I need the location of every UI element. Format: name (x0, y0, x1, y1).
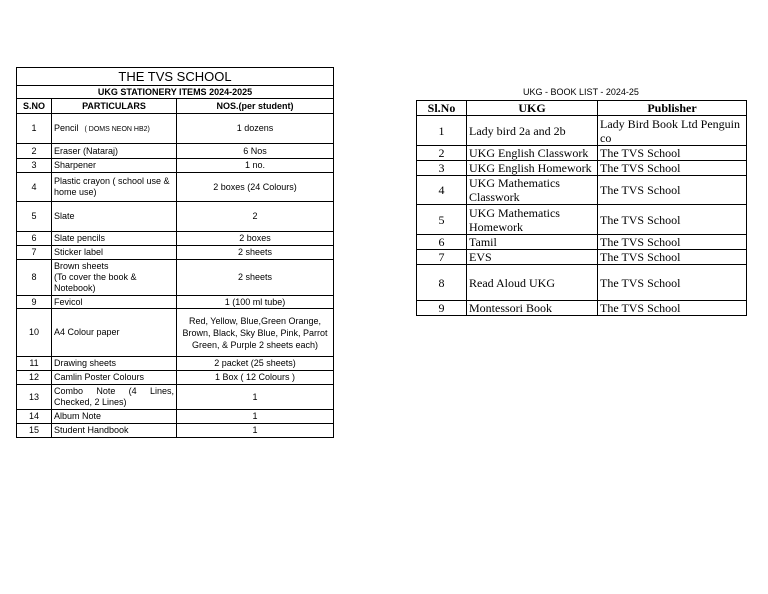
table-row (417, 250, 747, 265)
row-qty: 2 boxes (177, 232, 334, 246)
item-line: Brown sheets (54, 261, 109, 271)
row-no: 8 (417, 265, 467, 301)
header-particulars: PARTICULARS (52, 99, 177, 114)
row-item: Fevicol (52, 296, 177, 309)
table-row (417, 265, 747, 301)
row-qty: 1 (177, 410, 334, 424)
row-book: Tamil (467, 235, 598, 250)
row-publisher: The TVS School (598, 235, 747, 250)
row-qty: 1 (100 ml tube) (177, 296, 334, 309)
row-no: 14 (17, 410, 52, 424)
table-row (417, 205, 747, 235)
row-no: 2 (17, 144, 52, 159)
row-no: 1 (17, 114, 52, 144)
row-qty: 1 Box ( 12 Colours ) (177, 371, 334, 385)
table-row (17, 144, 334, 159)
book-header-row (417, 101, 747, 116)
row-publisher: Lady Bird Book Ltd Penguin co (598, 116, 747, 146)
row-no: 3 (417, 161, 467, 176)
row-item (52, 114, 177, 144)
item-note: ( DOMS NEON HB2) (84, 125, 150, 133)
row-item (52, 260, 177, 296)
row-publisher: The TVS School (598, 205, 747, 235)
row-publisher: The TVS School (598, 265, 747, 301)
table-row (17, 246, 334, 260)
table-row (17, 260, 334, 296)
stationery-subtitle: UKG STATIONERY ITEMS 2024-2025 (17, 86, 334, 99)
row-item: Drawing sheets (52, 357, 177, 371)
row-no: 5 (17, 202, 52, 232)
row-no: 7 (417, 250, 467, 265)
table-row (17, 173, 334, 202)
row-item: Camlin Poster Colours (52, 371, 177, 385)
header-sno: S.NO (17, 99, 52, 114)
table-row (417, 235, 747, 250)
item-line: (To cover the book & (54, 272, 137, 282)
row-item (52, 385, 177, 410)
row-qty: 1 (177, 385, 334, 410)
row-qty: 2 sheets (177, 260, 334, 296)
row-no: 4 (417, 176, 467, 205)
row-item: Slate pencils (52, 232, 177, 246)
row-no: 3 (17, 159, 52, 173)
item-line: Notebook) (54, 283, 96, 293)
row-book: UKG English Classwork (467, 146, 598, 161)
header-publisher: Publisher (598, 101, 747, 116)
table-row (17, 357, 334, 371)
row-no: 5 (417, 205, 467, 235)
row-book: UKG English Homework (467, 161, 598, 176)
table-row (417, 116, 747, 146)
row-no: 7 (17, 246, 52, 260)
row-book: Read Aloud UKG (467, 265, 598, 301)
row-no: 13 (17, 385, 52, 410)
row-item: Plastic crayon ( school use & home use) (52, 173, 177, 202)
row-no: 11 (17, 357, 52, 371)
row-book: EVS (467, 250, 598, 265)
row-no: 6 (417, 235, 467, 250)
row-qty: 2 boxes (24 Colours) (177, 173, 334, 202)
row-publisher: The TVS School (598, 161, 747, 176)
row-item: Student Handbook (52, 424, 177, 438)
table-row (17, 159, 334, 173)
row-qty: 2 packet (25 sheets) (177, 357, 334, 371)
row-publisher: The TVS School (598, 146, 747, 161)
item-line: Combo Note (4 Lines, (54, 386, 174, 396)
row-no: 8 (17, 260, 52, 296)
table-row (417, 301, 747, 316)
header-slno: Sl.No (417, 101, 467, 116)
row-item: Sharpener (52, 159, 177, 173)
table-row (17, 410, 334, 424)
header-nos: NOS.(per student) (177, 99, 334, 114)
stationery-table (16, 67, 334, 438)
row-book: Montessori Book (467, 301, 598, 316)
row-no: 2 (417, 146, 467, 161)
row-item: Eraser (Nataraj) (52, 144, 177, 159)
row-item: A4 Colour paper (52, 309, 177, 357)
row-qty: 6 Nos (177, 144, 334, 159)
table-row (417, 176, 747, 205)
item-line: Checked, 2 Lines) (54, 397, 127, 407)
book-list-table (416, 100, 747, 316)
row-no: 6 (17, 232, 52, 246)
row-qty: 1 no. (177, 159, 334, 173)
table-row (17, 296, 334, 309)
row-qty: 2 (177, 202, 334, 232)
table-row (17, 309, 334, 357)
table-row (17, 385, 334, 410)
row-qty: 1 dozens (177, 114, 334, 144)
table-row (17, 424, 334, 438)
table-row (17, 371, 334, 385)
row-no: 4 (17, 173, 52, 202)
row-item: Slate (52, 202, 177, 232)
book-list-title: UKG - BOOK LIST - 2024-25 (523, 87, 639, 97)
item-label: Pencil (54, 122, 79, 133)
row-qty: 2 sheets (177, 246, 334, 260)
row-no: 1 (417, 116, 467, 146)
row-qty: Red, Yellow, Blue,Green Orange, Brown, Black, Sky Blue, Pink, Parrot Green, & Purple 2 sheets each) (177, 309, 334, 357)
header-ukg: UKG (467, 101, 598, 116)
table-row (417, 146, 747, 161)
stationery-header-row (17, 99, 334, 114)
row-book: UKG Mathematics Classwork (467, 176, 598, 205)
row-no: 9 (17, 296, 52, 309)
row-qty: 1 (177, 424, 334, 438)
row-no: 12 (17, 371, 52, 385)
table-row (17, 232, 334, 246)
table-row (417, 161, 747, 176)
table-row (17, 114, 334, 144)
row-no: 15 (17, 424, 52, 438)
school-name: THE TVS SCHOOL (17, 68, 334, 86)
row-no: 9 (417, 301, 467, 316)
table-row (17, 202, 334, 232)
row-publisher: The TVS School (598, 250, 747, 265)
row-book: Lady bird 2a and 2b (467, 116, 598, 146)
row-book: UKG Mathematics Homework (467, 205, 598, 235)
row-publisher: The TVS School (598, 301, 747, 316)
row-item: Sticker label (52, 246, 177, 260)
row-item: Album Note (52, 410, 177, 424)
row-publisher: The TVS School (598, 176, 747, 205)
row-no: 10 (17, 309, 52, 357)
